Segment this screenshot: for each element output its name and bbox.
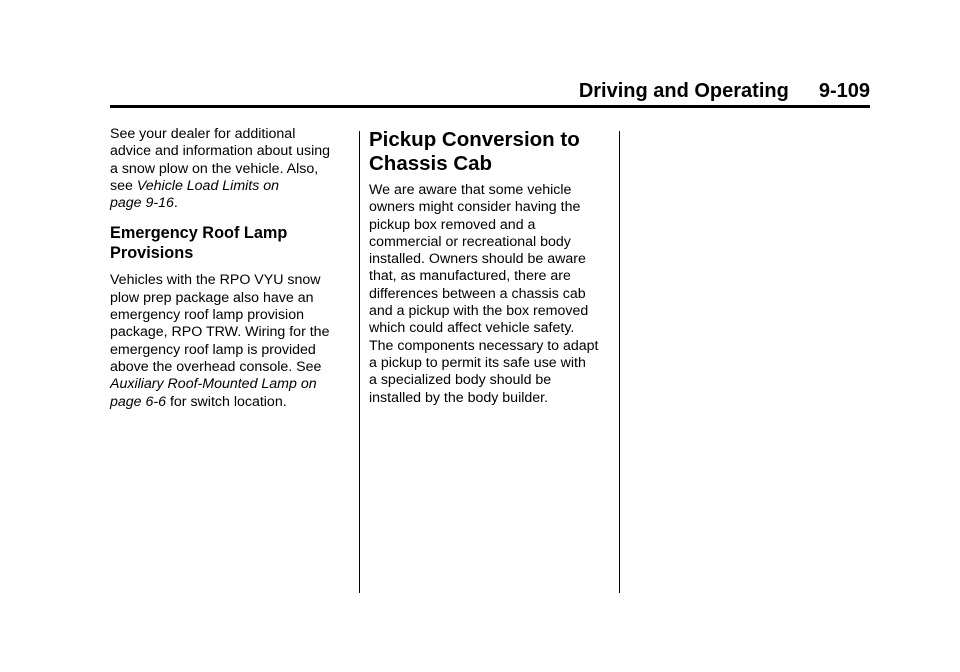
cross-reference-page-link[interactable]: page 9-16 — [110, 195, 174, 212]
text-line: a pickup to permit its safe use with — [369, 354, 586, 371]
text-line: a specialized body should be — [369, 372, 552, 389]
text-line — [110, 376, 350, 393]
page-number: 9-109 — [818, 80, 870, 102]
text-line: differences between a chassis cab — [369, 285, 586, 302]
page-header — [110, 78, 870, 108]
text-line: owners might consider having the — [369, 199, 581, 216]
heading-line: Provisions — [110, 244, 194, 263]
intro-paragraph — [110, 126, 350, 212]
text-line: which could affect vehicle safety. — [369, 320, 575, 337]
column-divider-left — [359, 131, 360, 593]
text-line: We are aware that some vehicle — [369, 182, 572, 198]
pickup-conversion-heading — [369, 128, 611, 175]
text-line: advice and information about using — [110, 143, 331, 160]
cross-reference-link[interactable]: Vehicle Load Limits on — [136, 177, 280, 194]
pickup-conversion-paragraph — [369, 182, 611, 407]
text-line: above the overhead console. See — [110, 358, 322, 375]
header-text — [579, 80, 870, 103]
text-line: that, as manufactured, there are — [369, 268, 571, 285]
see-prefix: see — [110, 177, 137, 194]
text-line: a snow plow on the vehicle. Also, — [110, 160, 319, 177]
text-line: commercial or recreational body — [369, 233, 571, 250]
text-line — [110, 178, 350, 195]
text-line: The components necessary to adapt — [369, 337, 599, 354]
text-line: emergency roof lamp is provided — [110, 341, 316, 358]
heading-line: Emergency Roof Lamp — [110, 224, 288, 243]
heading-line: Chassis Cab — [369, 151, 493, 175]
text-line: installed. Owners should be aware — [369, 251, 586, 268]
cross-reference-page-link[interactable]: page 6-6 — [110, 393, 167, 410]
roof-lamp-paragraph — [110, 272, 350, 410]
section-title: Driving and Operating — [578, 80, 789, 102]
trailing-text: for switch location. — [166, 393, 287, 410]
text-line: Vehicles with the RPO VYU snow — [110, 272, 321, 289]
text-line: and a pickup with the box removed — [369, 303, 589, 320]
period: . — [173, 195, 178, 212]
heading-line: Pickup Conversion to — [369, 128, 580, 151]
cross-reference-link[interactable]: Auxiliary Roof-Mounted Lamp on — [110, 376, 317, 393]
left-column — [110, 126, 350, 411]
middle-column — [369, 126, 611, 407]
text-line: emergency roof lamp provision — [110, 307, 304, 324]
column-divider-right — [619, 131, 620, 593]
text-line: plow prep package also have an — [110, 289, 314, 306]
text-line: pickup box removed and a — [369, 216, 536, 233]
text-line — [110, 394, 350, 411]
text-line — [110, 195, 350, 212]
emergency-roof-lamp-heading — [110, 223, 350, 263]
text-line: installed by the body builder. — [369, 389, 549, 406]
text-line: See your dealer for additional — [110, 126, 296, 142]
text-line: package, RPO TRW. Wiring for the — [110, 324, 330, 341]
header-rule — [110, 105, 870, 108]
